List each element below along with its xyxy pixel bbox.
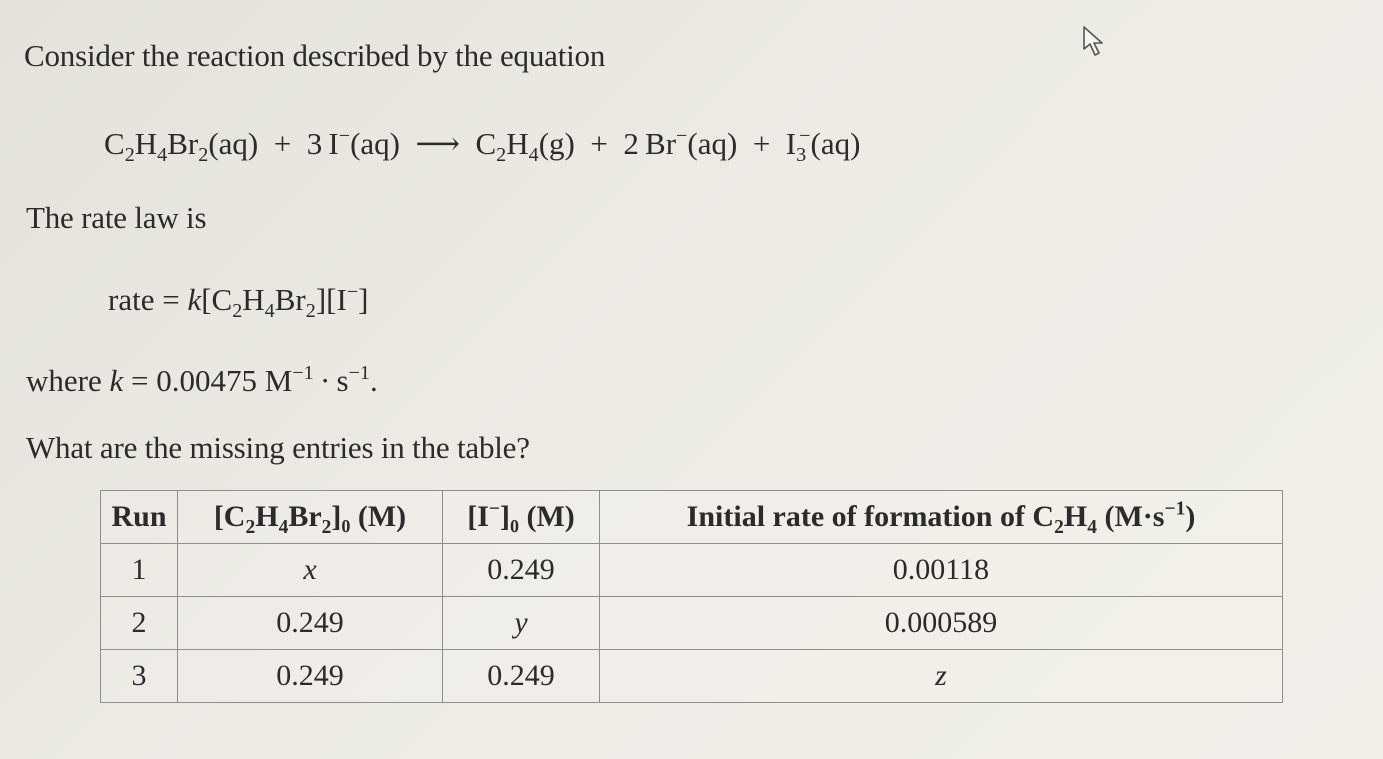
reaction-arrow: ⟶ (407, 126, 468, 161)
cell-run: 1 (101, 544, 178, 597)
table-header-row (101, 491, 1283, 544)
cell-rate: z (600, 650, 1283, 703)
kinetics-data-table (100, 490, 1283, 703)
intro-text: Consider the reaction described by the equation (24, 38, 606, 73)
header-c2h4br2-concentration: $[C_2H_4Br_2]_0$ (M) (178, 491, 443, 544)
cell-c2h4br2: x (178, 544, 443, 597)
table-row (101, 650, 1283, 703)
header-run: Run (101, 491, 178, 544)
rate-law-expression: rate = $k[C_2H_4Br_2][I^-]$ (108, 280, 369, 323)
product-c2h4: $C_2H_4(g)$ (475, 126, 575, 167)
product-bromide: 2 Br−(aq) (623, 124, 738, 161)
cell-rate: 0.000589 (600, 597, 1283, 650)
cell-run: 2 (101, 597, 178, 650)
plus-sign: + (745, 126, 779, 161)
cell-c2h4br2: 0.249 (178, 650, 443, 703)
reactant-iodide: 3 I−(aq) (306, 124, 400, 161)
plus-sign: + (582, 126, 616, 161)
pointer-cursor-icon (1080, 24, 1110, 58)
reactant-c2h4br2: $C_2H_4Br_2(aq)$ (104, 126, 259, 167)
product-triiodide: $I_3^-(aq)$ (785, 124, 861, 167)
cell-iodide: 0.249 (443, 544, 600, 597)
header-iodide-concentration: [I−]₀ (M) (443, 491, 600, 544)
question-text: What are the missing entries in the table? (26, 430, 530, 465)
table-row (101, 544, 1283, 597)
header-initial-rate: Initial rate of formation of $C_2H_4$ $(M\cdot s^{-1})$ (600, 491, 1283, 544)
cell-iodide: y (443, 597, 600, 650)
rate-law-intro: The rate law is (26, 200, 207, 235)
cell-rate: 0.00118 (600, 544, 1283, 597)
table-row (101, 597, 1283, 650)
cell-run: 3 (101, 650, 178, 703)
rate-constant-statement: where k = 0.00475 $M^{-1} \cdot s^{-1}$. (26, 361, 378, 398)
plus-sign: + (265, 126, 299, 161)
cell-iodide: 0.249 (443, 650, 600, 703)
cell-c2h4br2: 0.249 (178, 597, 443, 650)
reaction-equation (104, 124, 861, 167)
